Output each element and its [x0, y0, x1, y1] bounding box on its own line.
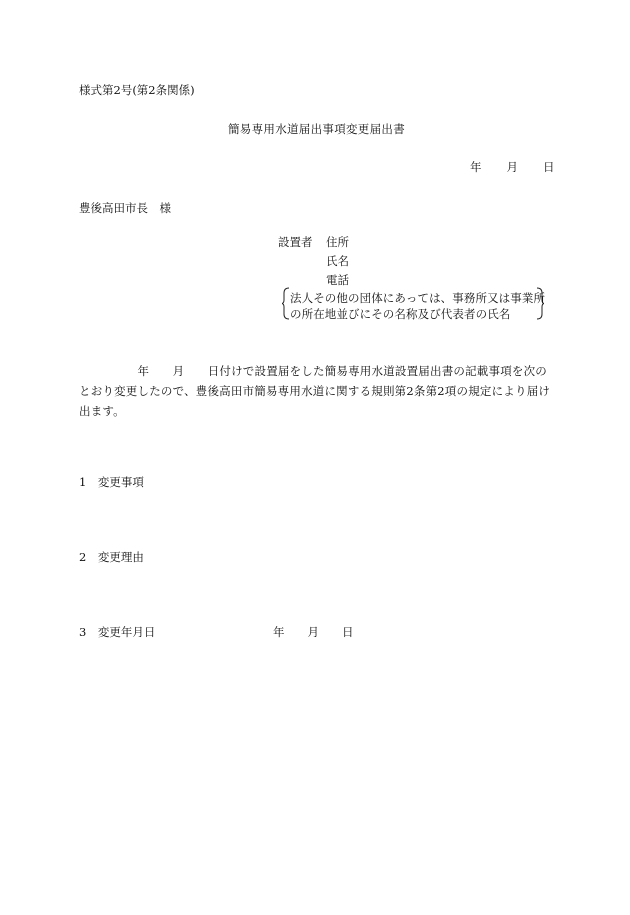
corporate-note-line-1: 法人その他の団体にあっては、事務所又は事業所 — [290, 291, 546, 305]
submission-date — [470, 162, 555, 174]
date-year-label: 年 — [470, 160, 482, 174]
item-change-reason: 2 変更理由 — [79, 550, 144, 564]
applicant-label: 設置者 — [278, 235, 313, 249]
addressee: 豊後高田市長 様 — [79, 201, 171, 215]
date-day-label: 日 — [543, 160, 555, 174]
date-month-label: 月 — [506, 160, 518, 174]
item-change-matters: 1 変更事項 — [79, 475, 144, 489]
phone-field-label: 電話 — [326, 273, 349, 287]
body-paragraph: 年 月 日付けで設置届をした簡易専用水道設置届出書の記載事項を次のとおり変更したので、豊後高田市簡易専用水道に関する規則第2条第2項の規定により届け出ます。 — [79, 364, 551, 418]
address-field-label: 住所 — [326, 235, 349, 249]
corporate-note-line-2: の所在地並びにその名称及び代表者の氏名 — [290, 307, 511, 321]
form-number: 様式第2号(第2条関係) — [79, 83, 195, 97]
name-field-label: 氏名 — [326, 254, 349, 268]
item-change-date: 3 変更年月日 — [79, 625, 156, 639]
change-date-value: 年 月 日 — [273, 625, 354, 639]
document-title: 簡易専用水道届出事項変更届出書 — [228, 122, 405, 136]
